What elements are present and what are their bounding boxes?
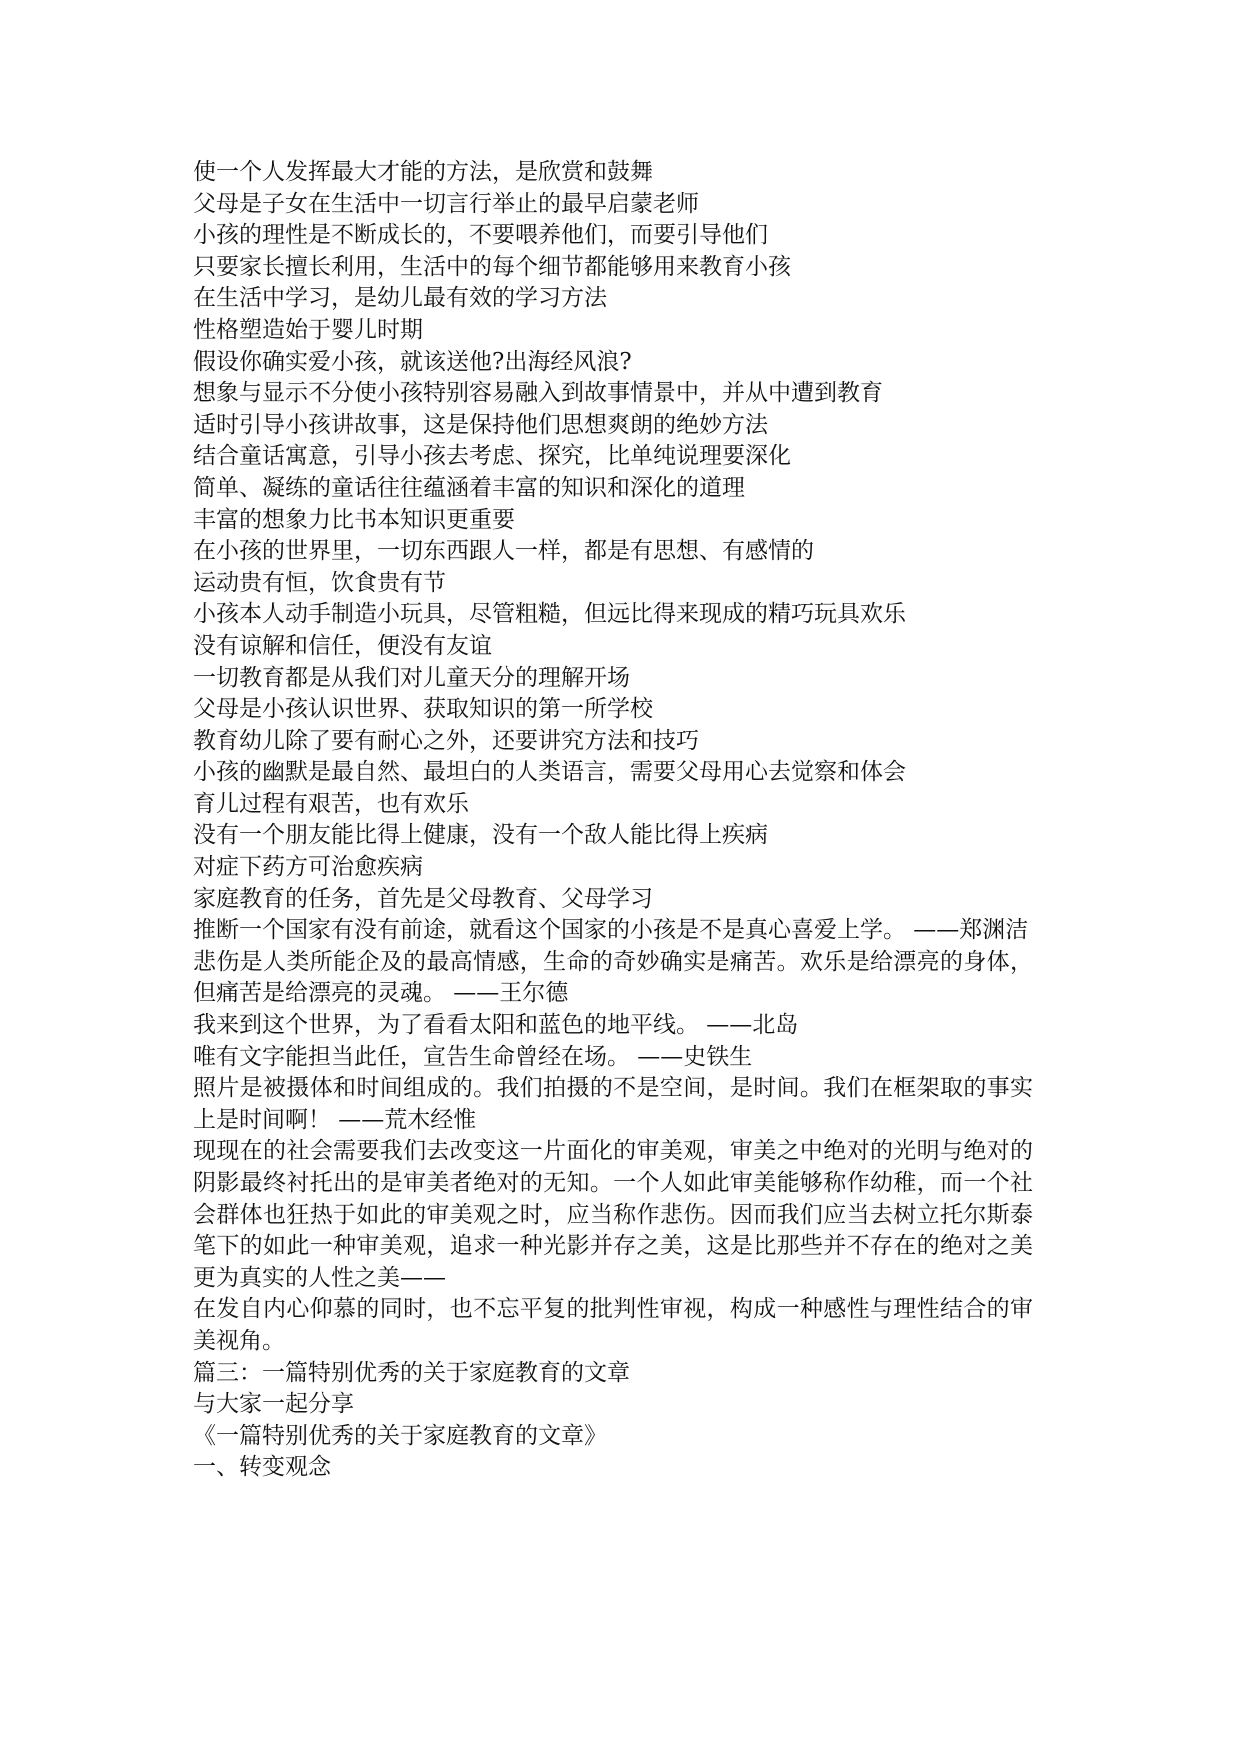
text-line: 没有一个朋友能比得上健康，没有一个敌人能比得上疾病 [193, 822, 768, 849]
text-line: 丰富的想象力比书本知识更重要 [193, 506, 515, 533]
text-line: 只要家长擅长利用，生活中的每个细节都能够用来教育小孩 [193, 253, 791, 280]
text-line: 教育幼儿除了要有耐心之外，还要讲究方法和技巧 [193, 727, 699, 754]
text-line: 一切教育都是从我们对儿童天分的理解开场 [193, 664, 630, 691]
section-heading: 篇三：一篇特别优秀的关于家庭教育的文章 [193, 1359, 630, 1386]
text-line: 家庭教育的任务，首先是父母教育、父母学习 [193, 885, 653, 912]
text-line: 对症下药方可治愈疾病 [193, 854, 423, 881]
text-line: 适时引导小孩讲故事，这是保持他们思想爽朗的绝妙方法 [193, 411, 768, 438]
article-title: 《一篇特别优秀的关于家庭教育的文章》 [193, 1422, 607, 1449]
body-paragraph: 在发自内心仰慕的同时，也不忘平复的批判性审视，构成一种感性与理性结合的审美视角。 [193, 1296, 1033, 1354]
text-line: 在小孩的世界里，一切东西跟人一样，都是有思想、有感情的 [193, 538, 814, 565]
quote-paragraph: 唯有文字能担当此任，宣告生命曾经在场。 ——史铁生 [193, 1043, 753, 1070]
text-line: 父母是子女在生活中一切言行举止的最早启蒙老师 [193, 190, 699, 217]
text-line: 小孩的理性是不断成长的，不要喂养他们，而要引导他们 [193, 222, 768, 249]
text-line: 小孩的幽默是最自然、最坦白的人类语言，需要父母用心去觉察和体会 [193, 759, 906, 786]
quote-paragraph: 悲伤是人类所能企及的最高情感，生命的奇妙确实是痛苦。欢乐是给漂亮的身体，但痛苦是给漂亮的灵魂。 ——王尔德 [193, 948, 1033, 1007]
text-line: 小孩本人动手制造小玩具，尽管粗糙，但远比得来现成的精巧玩具欢乐 [193, 601, 906, 628]
text-line: 简单、凝练的童话往往蕴涵着丰富的知识和深化的道理 [193, 474, 745, 501]
text-line: 性格塑造始于婴儿时期 [193, 316, 423, 343]
text-line: 没有谅解和信任，便没有友谊 [193, 632, 492, 659]
text-line: 在生活中学习，是幼儿最有效的学习方法 [193, 285, 607, 312]
quote-paragraph: 推断一个国家有没有前途，就看这个国家的小孩是不是真心喜爱上学。 ——郑渊洁 [193, 917, 1029, 944]
text-line: 运动贵有恒，饮食贵有节 [193, 569, 446, 596]
quote-paragraph: 照片是被摄体和时间组成的。我们拍摄的不是空间，是时间。我们在框架取的事实上是时间啊！ ——荒木经惟 [193, 1075, 1033, 1133]
text-line: 使一个人发挥最大才能的方法，是欣赏和鼓舞 [193, 159, 653, 185]
text-line: 育儿过程有艰苦，也有欢乐 [193, 790, 469, 817]
text-line: 假设你确实爱小孩，就该送他?出海经风浪? [193, 348, 632, 375]
document-page [193, 157, 1033, 1484]
subsection-heading: 一、转变观念 [193, 1454, 331, 1481]
text-line: 父母是小孩认识世界、获取知识的第一所学校 [193, 696, 653, 723]
text-line: 想象与显示不分使小孩特别容易融入到故事情景中，并从中遭到教育 [193, 380, 883, 407]
text-line: 结合童话寓意，引导小孩去考虑、探究，比单纯说理要深化 [193, 443, 791, 470]
quote-paragraph: 我来到这个世界，为了看看太阳和蓝色的地平线。 ——北岛 [193, 1012, 799, 1039]
text-line: 与大家一起分享 [193, 1391, 354, 1418]
body-paragraph: 现现在的社会需要我们去改变这一片面化的审美观，审美之中绝对的光明与绝对的阴影最终衬托出的是审美者绝对的无知。一个人如此审美能够称作幼稚，而一个社会群体也狂热于如此的审美观之时，应当称作悲伤。因而我们应当去树立托尔斯泰笔下的如此一种审美观，追求一种光影并存之美，这是比那些并不存在的绝对之美更为真实的人性之美—— [193, 1138, 1033, 1291]
